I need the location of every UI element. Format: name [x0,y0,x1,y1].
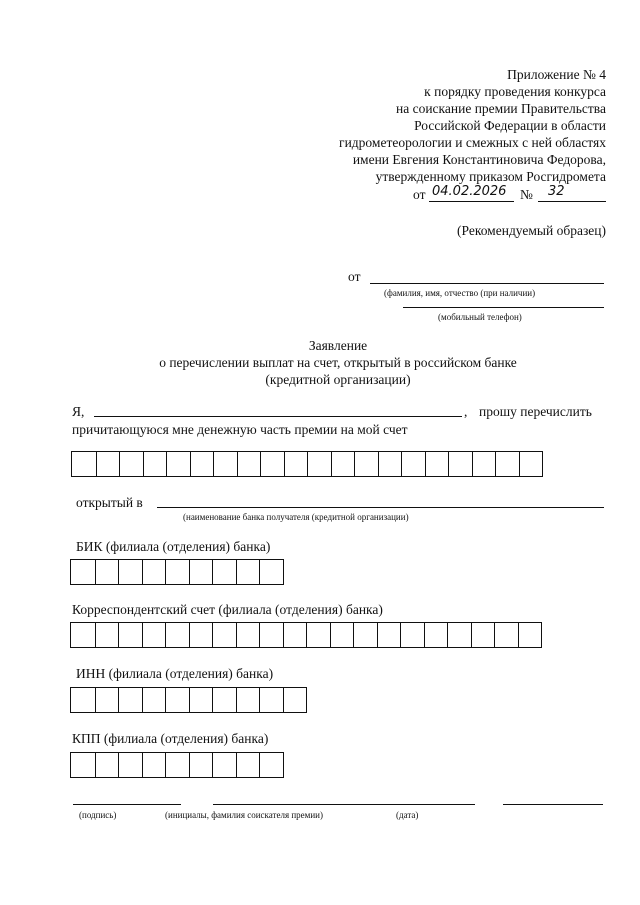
corr-digit-box[interactable] [189,623,213,647]
corr-digit-box[interactable] [471,623,495,647]
corr-digit-box[interactable] [447,623,471,647]
inn-digit-box[interactable] [212,688,236,712]
appendix-line: к порядку проведения конкурса [424,84,606,99]
account-digit-box[interactable] [519,452,543,476]
fio-field[interactable] [370,283,604,284]
corr-digit-box[interactable] [95,623,119,647]
appendix-line: на соискание премии Правительства [395,101,606,116]
corr-digit-box[interactable] [165,623,189,647]
account-digit-box[interactable] [307,452,331,476]
bik-digit-box[interactable] [118,560,142,584]
account-number-boxes[interactable] [71,451,543,477]
appendix-title: Приложение № 4 [507,67,606,82]
kpp-digit-box[interactable] [95,753,119,777]
bik-digit-box[interactable] [259,560,283,584]
account-digit-box[interactable] [284,452,308,476]
appendix-line: имени Евгения Константиновича Федорова, [352,152,606,167]
signature-field[interactable] [73,804,181,805]
kpp-digit-box[interactable] [165,753,189,777]
inn-digit-box[interactable] [236,688,260,712]
phone-caption: (мобильный телефон) [438,312,522,322]
account-digit-box[interactable] [331,452,355,476]
order-number-value: 32 [548,184,565,199]
inn-digit-box[interactable] [283,688,307,712]
account-digit-box[interactable] [72,452,96,476]
corr-digit-box[interactable] [212,623,236,647]
kpp-digit-box[interactable] [212,753,236,777]
corr-digit-box[interactable] [142,623,166,647]
corr-digit-box[interactable] [306,623,330,647]
inn-label: ИНН (филиала (отделения) банка) [76,666,274,681]
bank-name-field[interactable] [157,507,604,508]
bik-digit-box[interactable] [236,560,260,584]
bik-digit-box[interactable] [71,560,95,584]
corr-digit-box[interactable] [377,623,401,647]
order-date-prefix: от [413,187,426,202]
bik-boxes[interactable] [70,559,284,585]
inn-digit-box[interactable] [71,688,95,712]
request-text-2: причитающуюся мне денежную часть премии на мой счет [72,422,408,437]
kpp-label: КПП (филиала (отделения) банка) [72,731,269,746]
corr-digit-box[interactable] [236,623,260,647]
bik-digit-box[interactable] [142,560,166,584]
kpp-boxes[interactable] [70,752,284,778]
order-date-line [429,201,514,202]
recommended-sample: (Рекомендуемый образец) [457,223,606,238]
date-field[interactable] [503,804,603,805]
corr-account-label: Корреспондентский счет (филиала (отделения) банка) [72,602,383,617]
appendix-line: Российской Федерации в области [414,118,606,133]
account-digit-box[interactable] [143,452,167,476]
statement-subtitle: о перечислении выплат на счет, открытый в российском банке [159,355,517,370]
inn-digit-box[interactable] [189,688,213,712]
fio-caption: (фамилия, имя, отчество (при наличии) [384,288,536,298]
applicant-name-field[interactable] [94,416,462,417]
account-digit-box[interactable] [448,452,472,476]
appendix-line: утвержденному приказом Росгидромета [375,169,606,184]
inn-digit-box[interactable] [142,688,166,712]
kpp-digit-box[interactable] [118,753,142,777]
order-number-line [538,201,606,202]
initials-caption: (инициалы, фамилия соискателя премии) [165,810,323,820]
statement-title: Заявление [308,338,368,353]
account-digit-box[interactable] [190,452,214,476]
corr-digit-box[interactable] [400,623,424,647]
account-digit-box[interactable] [378,452,402,476]
corr-digit-box[interactable] [118,623,142,647]
inn-digit-box[interactable] [259,688,283,712]
account-digit-box[interactable] [237,452,261,476]
kpp-digit-box[interactable] [236,753,260,777]
phone-field[interactable] [403,307,604,308]
from-label: от [348,269,361,284]
kpp-digit-box[interactable] [189,753,213,777]
account-digit-box[interactable] [495,452,519,476]
initials-field[interactable] [213,804,475,805]
appendix-line: гидрометеорологии и смежных с ней областях [339,135,606,150]
account-digit-box[interactable] [96,452,120,476]
account-digit-box[interactable] [166,452,190,476]
corr-account-boxes[interactable] [70,622,542,648]
kpp-digit-box[interactable] [259,753,283,777]
account-digit-box[interactable] [401,452,425,476]
corr-digit-box[interactable] [283,623,307,647]
signature-caption: (подпись) [79,810,117,820]
kpp-digit-box[interactable] [142,753,166,777]
statement-subtitle-2: (кредитной организации) [265,372,411,387]
bik-digit-box[interactable] [212,560,236,584]
bik-label: БИК (филиала (отделения) банка) [76,539,271,554]
corr-digit-box[interactable] [518,623,542,647]
corr-digit-box[interactable] [353,623,377,647]
corr-digit-box[interactable] [424,623,448,647]
account-digit-box[interactable] [213,452,237,476]
account-digit-box[interactable] [472,452,496,476]
corr-digit-box[interactable] [259,623,283,647]
account-digit-box[interactable] [425,452,449,476]
kpp-digit-box[interactable] [71,753,95,777]
account-digit-box[interactable] [354,452,378,476]
request-text: прошу перечислить [479,404,592,419]
inn-boxes[interactable] [70,687,307,713]
order-number-prefix: № [520,187,533,202]
bank-name-caption: (наименование банка получателя (кредитной организации) [183,512,409,522]
bik-digit-box[interactable] [189,560,213,584]
order-date-value: 04.02.2026 [432,184,507,199]
opened-in-label: открытый в [76,495,143,510]
corr-digit-box[interactable] [71,623,95,647]
date-caption: (дата) [396,810,419,820]
account-digit-box[interactable] [119,452,143,476]
corr-digit-box[interactable] [494,623,518,647]
i-label: Я, [72,404,85,419]
account-digit-box[interactable] [260,452,284,476]
corr-digit-box[interactable] [330,623,354,647]
inn-digit-box[interactable] [95,688,119,712]
bik-digit-box[interactable] [165,560,189,584]
inn-digit-box[interactable] [118,688,142,712]
inn-digit-box[interactable] [165,688,189,712]
bik-digit-box[interactable] [95,560,119,584]
comma: , [464,404,468,419]
